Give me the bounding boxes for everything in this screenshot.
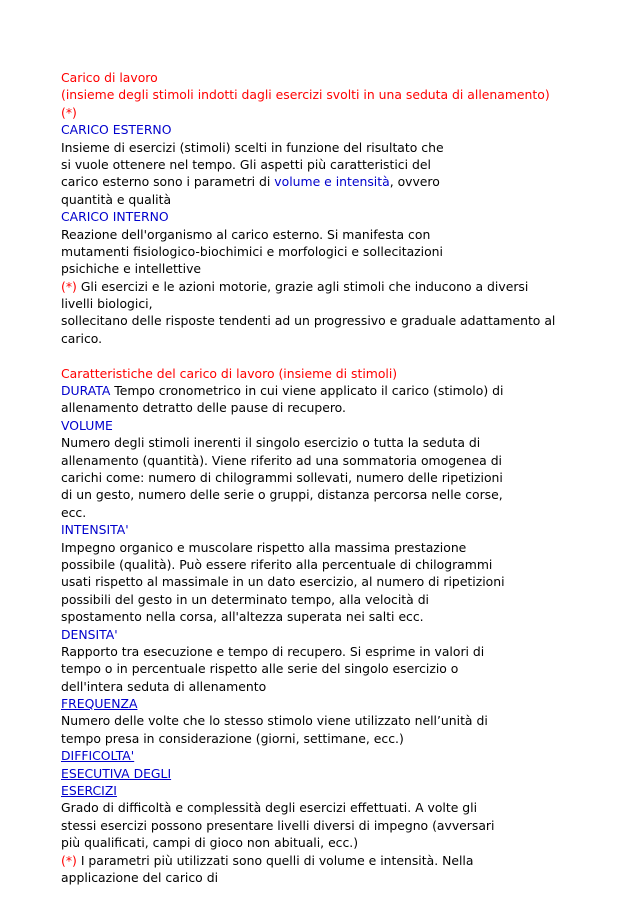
paragraph-line: dell'intera seduta di allenamento bbox=[61, 678, 267, 694]
paragraph-line: Numero degli stimoli inerenti il singolo esercizio o tutta la seduta di bbox=[61, 435, 481, 451]
paragraph-line: allenamento detratto delle pause di recupero. bbox=[61, 400, 346, 416]
footnote-marker: (*) bbox=[61, 852, 77, 868]
heading-durata: DURATA bbox=[61, 383, 111, 399]
heading-frequenza: FREQUENZA bbox=[61, 696, 138, 712]
heading-densita: DENSITA' bbox=[61, 626, 118, 642]
paragraph-line: Reazione dell'organismo al carico esterno. Si manifesta con bbox=[61, 226, 431, 242]
paragraph-line: possibili del gesto in un determinato tempo, alla velocità di bbox=[61, 591, 429, 607]
footnote-marker: (*) bbox=[61, 104, 77, 120]
paragraph-line: sollecitano delle risposte tendenti ad un progressivo e graduale adattamento al bbox=[61, 313, 556, 329]
heading-volume: VOLUME bbox=[61, 417, 113, 433]
paragraph-line: Impegno organico e muscolare rispetto alla massima prestazione bbox=[61, 539, 467, 555]
paragraph-line: più qualificati, campi di gioco non abituali, ecc.) bbox=[61, 835, 359, 851]
paragraph-line: si vuole ottenere nel tempo. Gli aspetti più caratteristici del bbox=[61, 156, 431, 172]
highlight-volume-intensita: volume e intensità bbox=[274, 174, 390, 190]
paragraph-text: Tempo cronometrico in cui viene applicato il carico (stimolo) di bbox=[110, 383, 504, 399]
paragraph-line: psichiche e intellettive bbox=[61, 261, 202, 277]
paragraph-line: tempo presa in considerazione (giorni, settimane, ecc.) bbox=[61, 730, 404, 746]
paragraph-line: quantità e qualità bbox=[61, 191, 172, 207]
paragraph-line bbox=[61, 382, 621, 399]
heading-esercizi: ESERCIZI bbox=[61, 783, 117, 799]
paragraph-line: usati rispetto al massimale in un dato esercizio, al numero di ripetizioni bbox=[61, 574, 505, 590]
paragraph-line: possibile (qualità). Può essere riferito alla percentuale di chilogrammi bbox=[61, 556, 493, 572]
paragraph-line: tempo o in percentuale rispetto alle serie del singolo esercizio o bbox=[61, 661, 459, 677]
paragraph-line: carico. bbox=[61, 330, 103, 346]
paragraph-line: Grado di difficoltà e complessità degli esercizi effettuati. A volte gli bbox=[61, 800, 478, 816]
footnote-marker: (*) bbox=[61, 278, 77, 294]
paragraph-text: I parametri più utilizzati sono quelli di volume e intensità. Nella bbox=[76, 852, 474, 868]
paragraph-line: Numero delle volte che lo stesso stimolo viene utilizzato nell’unità di bbox=[61, 713, 488, 729]
heading-esecutiva: ESECUTIVA DEGLI bbox=[61, 765, 172, 781]
paragraph-text: , ovvero bbox=[389, 174, 440, 190]
paragraph-line: Rapporto tra esecuzione e tempo di recupero. Si esprime in valori di bbox=[61, 643, 485, 659]
heading-caratteristiche: Caratteristiche del carico di lavoro (insieme di stimoli) bbox=[61, 365, 398, 381]
heading-carico-esterno: CARICO ESTERNO bbox=[61, 122, 172, 138]
heading-carico-interno: CARICO INTERNO bbox=[61, 209, 169, 225]
paragraph-line: spostamento nella corsa, all'altezza superata nei salti ecc. bbox=[61, 609, 424, 625]
paragraph-line bbox=[61, 852, 621, 869]
paragraph-line: stessi esercizi possono presentare livelli diversi di impegno (avversari bbox=[61, 817, 495, 833]
paragraph-line bbox=[61, 278, 621, 295]
paragraph-line: Insieme di esercizi (stimoli) scelti in funzione del risultato che bbox=[61, 139, 444, 155]
heading-carico-di-lavoro: Carico di lavoro bbox=[61, 70, 158, 85]
paragraph-line: carichi come: numero di chilogrammi sollevati, numero delle ripetizioni bbox=[61, 469, 503, 485]
paragraph-line: ecc. bbox=[61, 504, 87, 520]
paragraph-line: applicazione del carico di bbox=[61, 869, 219, 885]
blank-line bbox=[61, 347, 621, 364]
heading-intensita: INTENSITA' bbox=[61, 522, 129, 538]
heading-difficolta: DIFFICOLTA' bbox=[61, 748, 135, 764]
paragraph-text: carico esterno sono i parametri di bbox=[61, 174, 275, 190]
paragraph-line: di un gesto, numero delle serie o gruppi, distanza percorsa nelle corse, bbox=[61, 487, 503, 503]
subheading-definition: (insieme degli stimoli indotti dagli esercizi svolti in una seduta di allenamento) bbox=[61, 87, 550, 103]
paragraph-line: allenamento (quantità). Viene riferito ad una sommatoria omogenea di bbox=[61, 452, 502, 468]
paragraph-line: livelli biologici, bbox=[61, 296, 153, 312]
paragraph-text: Gli esercizi e le azioni motorie, grazie agli stimoli che inducono a diversi bbox=[76, 278, 529, 294]
paragraph-line bbox=[61, 173, 621, 190]
document-text bbox=[61, 69, 621, 886]
paragraph-line: mutamenti fisiologico-biochimici e morfologici e sollecitazioni bbox=[61, 243, 443, 259]
